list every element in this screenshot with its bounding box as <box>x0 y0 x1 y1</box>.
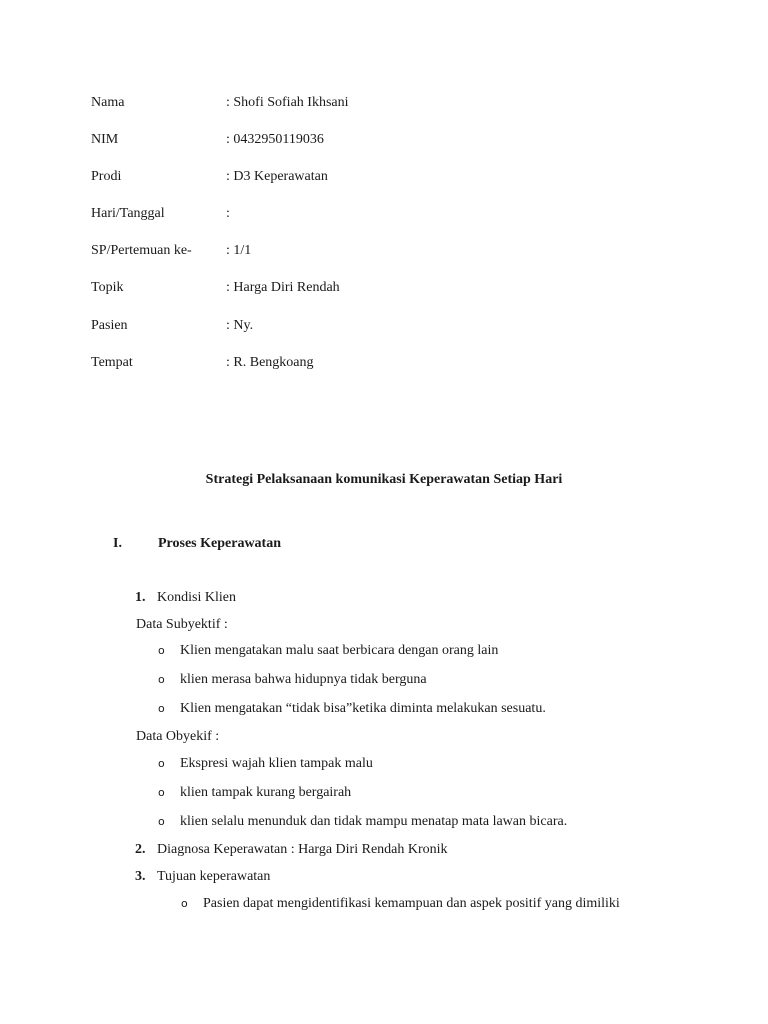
objective-data-label: Data Obyekif : <box>136 729 220 744</box>
info-value-sp-pertemuan: : 1/1 <box>226 243 252 258</box>
list-item-diagnosa <box>135 841 448 859</box>
info-value-prodi: : D3 Keperawatan <box>226 169 328 184</box>
bullet-icon: o <box>158 644 165 657</box>
list-item-text: Kondisi Klien <box>157 590 236 605</box>
bullet-icon: o <box>158 702 165 715</box>
info-label-nama: Nama <box>91 95 125 110</box>
bullet-text: Pasien dapat mengidentifikasi kemampuan dan aspek positif yang dimiliki <box>203 896 620 911</box>
info-value-topik: : Harga Diri Rendah <box>226 280 340 295</box>
bullet-text: Klien mengatakan malu saat berbicara dengan orang lain <box>180 643 499 658</box>
list-item-text: Tujuan keperawatan <box>157 869 271 884</box>
list-item <box>158 642 498 660</box>
bullet-icon: o <box>158 757 165 770</box>
list-item <box>158 671 427 689</box>
bullet-text: klien selalu menunduk dan tidak mampu menatap mata lawan bicara. <box>180 814 568 829</box>
list-number: 3. <box>135 869 146 884</box>
bullet-text: klien merasa bahwa hidupnya tidak berguna <box>180 672 427 687</box>
info-value-nim: : 0432950119036 <box>226 132 324 147</box>
info-value-nama: : Shofi Sofiah Ikhsani <box>226 95 349 110</box>
bullet-icon: o <box>158 815 165 828</box>
list-item <box>158 755 373 773</box>
info-label-hari-tanggal: Hari/Tanggal <box>91 206 165 221</box>
info-label-pasien: Pasien <box>91 318 128 333</box>
section-title: Proses Keperawatan <box>158 536 281 551</box>
info-value-hari-tanggal: : <box>226 206 230 221</box>
list-number: 1. <box>135 590 146 605</box>
subjective-data-label: Data Subyektif : <box>136 617 228 632</box>
list-item-text: Diagnosa Keperawatan : Harga Diri Rendah Kronik <box>157 842 448 857</box>
bullet-icon: o <box>158 786 165 799</box>
list-number: 2. <box>135 842 146 857</box>
list-item <box>158 784 351 802</box>
bullet-icon: o <box>158 673 165 686</box>
bullet-text: Klien mengatakan “tidak bisa”ketika diminta melakukan sesuatu. <box>180 701 546 716</box>
info-label-tempat: Tempat <box>91 355 133 370</box>
bullet-text: klien tampak kurang bergairah <box>180 785 352 800</box>
list-item-tujuan <box>135 868 270 886</box>
section-number: I. <box>113 536 122 551</box>
list-item <box>158 813 567 831</box>
info-label-sp-pertemuan: SP/Pertemuan ke- <box>91 243 192 258</box>
list-item-kondisi-klien <box>135 589 236 607</box>
info-value-pasien: : Ny. <box>226 318 254 333</box>
bullet-text: Ekspresi wajah klien tampak malu <box>180 756 373 771</box>
info-label-prodi: Prodi <box>91 169 122 184</box>
bullet-icon: o <box>181 897 188 910</box>
document-title: Strategi Pelaksanaan komunikasi Keperawatan Setiap Hari <box>205 472 563 487</box>
info-label-topik: Topik <box>91 280 124 295</box>
info-value-tempat: : R. Bengkoang <box>226 355 314 370</box>
info-label-nim: NIM <box>91 132 119 147</box>
list-item <box>181 895 620 913</box>
list-item <box>158 700 546 718</box>
